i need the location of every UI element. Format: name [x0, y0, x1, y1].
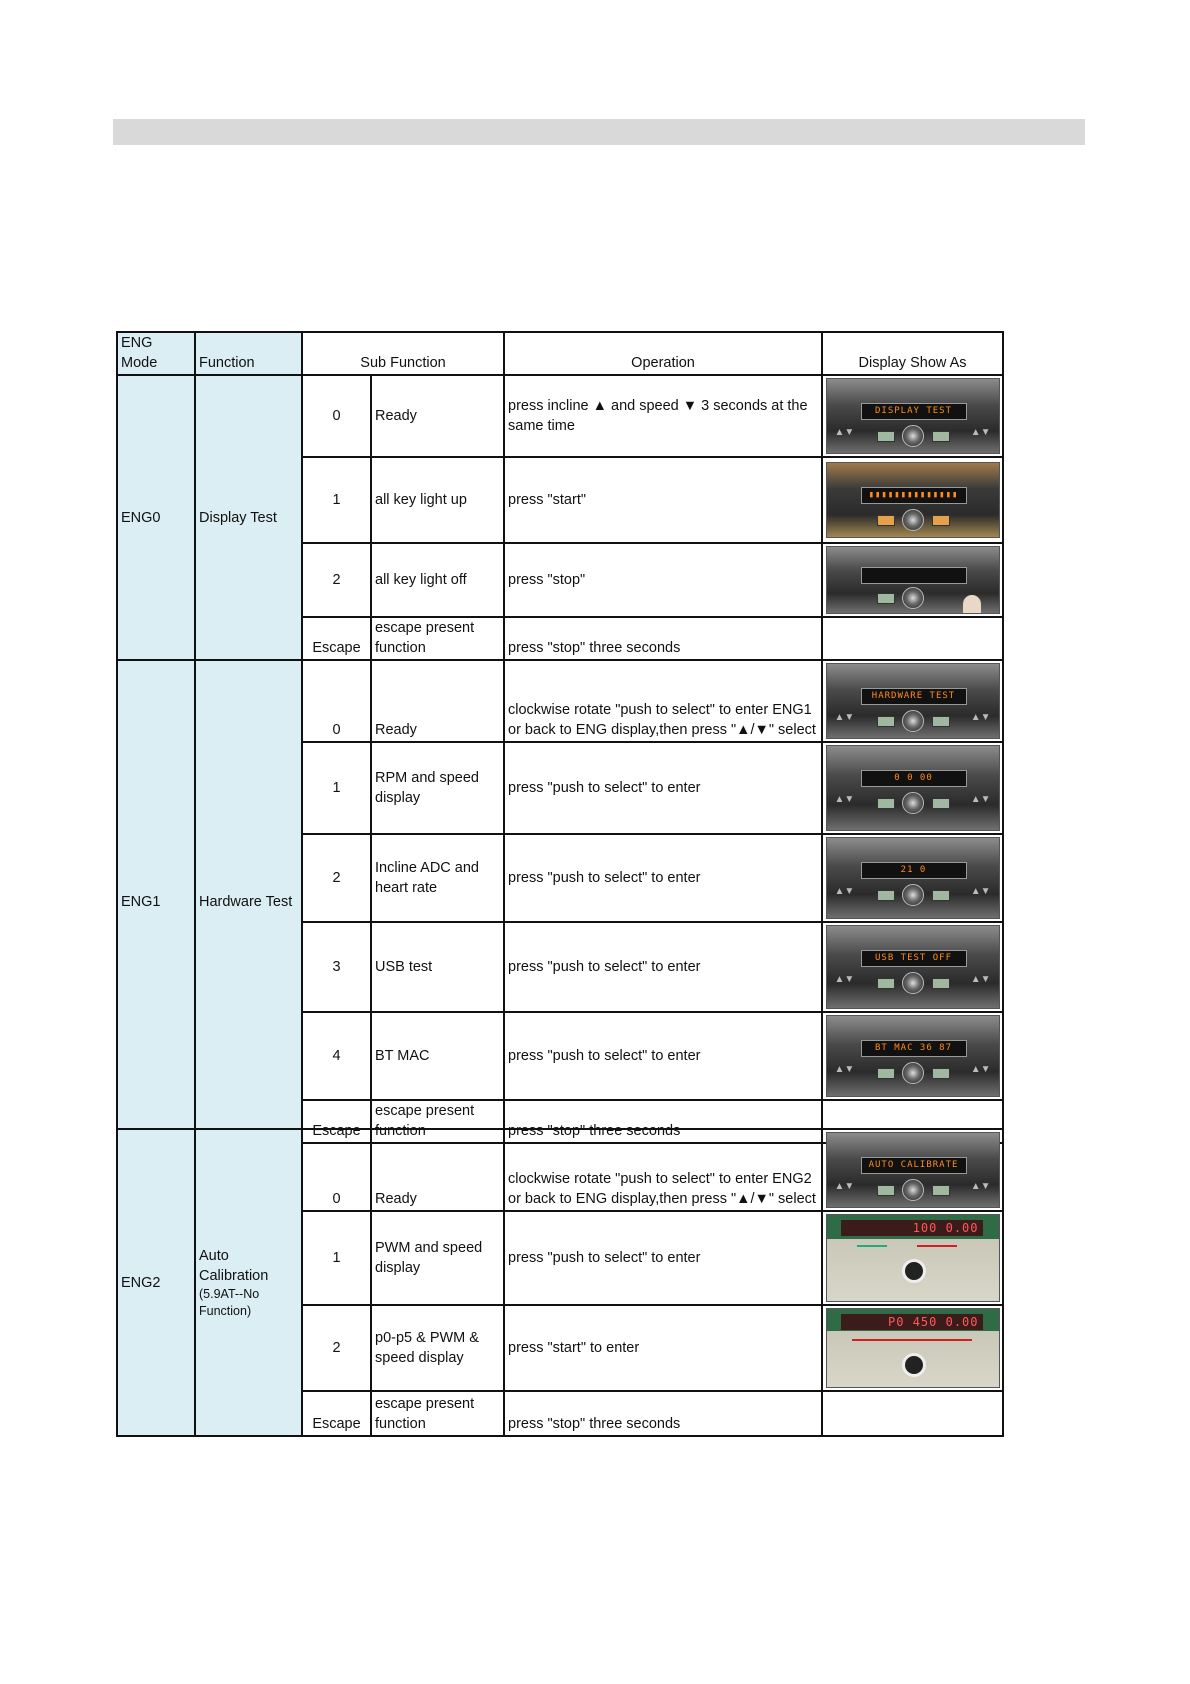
header-sub-function: Sub Function [302, 332, 504, 375]
code-cell: 0 [302, 1129, 371, 1211]
display-cell [822, 922, 1003, 1012]
eng-table-1 [116, 331, 1004, 1144]
code-cell: 4 [302, 1012, 371, 1100]
operation-cell: press "push to select" to enter [504, 1012, 822, 1100]
display-cell [822, 1129, 1003, 1211]
operation-cell: press "stop" three seconds [504, 617, 822, 660]
table-header-row [117, 332, 1003, 375]
console-photo-icon: ▲▼ ▲▼ 0 0 00 [826, 745, 1000, 831]
eng-table-2 [116, 1128, 1004, 1437]
sub-function-cell: p0-p5 & PWM & speed display [371, 1305, 504, 1391]
sub-function-cell: escape present function [371, 1100, 504, 1143]
function-cell: Hardware Test [195, 660, 302, 1143]
section-header-bar [113, 119, 1085, 145]
eng-mode-cell: ENG1 [117, 660, 195, 1143]
sub-function-cell: USB test [371, 922, 504, 1012]
code-cell: 0 [302, 660, 371, 742]
operation-cell: press "push to select" to enter [504, 1211, 822, 1305]
code-cell: 1 [302, 1211, 371, 1305]
panel-screen: AUTO CALIBRATE [861, 1157, 967, 1174]
operation-cell: press "start" [504, 457, 822, 543]
display-cell [822, 1305, 1003, 1391]
display-cell [822, 1391, 1003, 1436]
sub-function-cell: RPM and speed display [371, 742, 504, 834]
board-led-display: P0 450 0.00 [841, 1314, 983, 1330]
board-led-display: 100 0.00 [841, 1220, 983, 1236]
table-row [117, 660, 1003, 742]
code-cell: 0 [302, 375, 371, 457]
header-operation: Operation [504, 332, 822, 375]
sub-function-cell: Incline ADC and heart rate [371, 834, 504, 922]
code-cell: Escape [302, 1100, 371, 1143]
operation-cell: clockwise rotate "push to select" to enter ENG2 or back to ENG display,then press "▲/▼" select [504, 1129, 822, 1211]
console-photo-icon [826, 462, 1000, 538]
panel-screen: 21 0 [861, 862, 967, 879]
operation-cell: clockwise rotate "push to select" to enter ENG1 or back to ENG display,then press "▲/▼" select [504, 660, 822, 742]
sub-function-cell: escape present function [371, 1391, 504, 1436]
panel-screen: HARDWARE TEST [861, 688, 967, 705]
sub-function-cell: PWM and speed display [371, 1211, 504, 1305]
display-cell [822, 742, 1003, 834]
function-cell: Display Test [195, 375, 302, 660]
code-cell: 1 [302, 742, 371, 834]
header-eng-mode: ENG Mode [117, 332, 195, 375]
sub-function-cell: escape present function [371, 617, 504, 660]
code-cell: 2 [302, 1305, 371, 1391]
header-display: Display Show As [822, 332, 1003, 375]
sub-function-cell: Ready [371, 660, 504, 742]
control-board-photo-icon [826, 1214, 1000, 1302]
sub-function-cell: all key light up [371, 457, 504, 543]
table-row [117, 375, 1003, 457]
display-cell [822, 457, 1003, 543]
function-title: Auto Calibration [199, 1247, 269, 1284]
sub-function-cell: Ready [371, 1129, 504, 1211]
operation-cell: press "push to select" to enter [504, 922, 822, 1012]
operation-cell: press "stop" three seconds [504, 1100, 822, 1143]
display-cell [822, 1211, 1003, 1305]
code-cell: Escape [302, 617, 371, 660]
operation-cell: press "start" to enter [504, 1305, 822, 1391]
panel-screen: BT MAC 36 87 [861, 1040, 967, 1057]
code-cell: 2 [302, 543, 371, 617]
code-cell: 3 [302, 922, 371, 1012]
operation-cell: press "stop" three seconds [504, 1391, 822, 1436]
panel-screen: ▮▮▮▮▮▮▮▮▮▮▮▮▮▮ [861, 487, 967, 504]
display-cell [822, 660, 1003, 742]
code-cell: 1 [302, 457, 371, 543]
operation-cell: press "stop" [504, 543, 822, 617]
sub-function-cell: BT MAC [371, 1012, 504, 1100]
panel-screen: 0 0 00 [861, 770, 967, 787]
panel-screen: USB TEST OFF [861, 950, 967, 967]
function-cell [195, 1129, 302, 1436]
console-photo-icon: ▲▼ ▲▼ HARDWARE TEST [826, 663, 1000, 739]
display-cell [822, 375, 1003, 457]
console-photo-icon: ▲▼ ▲▼ DISPLAY TEST [826, 378, 1000, 454]
table-row [117, 1129, 1003, 1211]
operation-cell: press "push to select" to enter [504, 834, 822, 922]
console-photo-icon: ▲▼ ▲▼ AUTO CALIBRATE [826, 1132, 1000, 1208]
display-cell [822, 543, 1003, 617]
display-cell [822, 617, 1003, 660]
eng-mode-cell: ENG2 [117, 1129, 195, 1436]
console-photo-icon: ▲▼ ▲▼ USB TEST OFF [826, 925, 1000, 1009]
display-cell [822, 1012, 1003, 1100]
eng-mode-cell: ENG0 [117, 375, 195, 660]
sub-function-cell: all key light off [371, 543, 504, 617]
sub-function-cell: Ready [371, 375, 504, 457]
operation-cell: press incline ▲ and speed ▼ 3 seconds at the same time [504, 375, 822, 457]
function-note: (5.9AT--No Function) [199, 1286, 260, 1318]
operation-cell: press "push to select" to enter [504, 742, 822, 834]
code-cell: 2 [302, 834, 371, 922]
control-board-photo-icon [826, 1308, 1000, 1388]
header-function: Function [195, 332, 302, 375]
console-photo-icon [826, 546, 1000, 614]
console-photo-icon: ▲▼ ▲▼ 21 0 [826, 837, 1000, 919]
panel-screen [861, 567, 967, 584]
console-photo-icon: ▲▼ ▲▼ BT MAC 36 87 [826, 1015, 1000, 1097]
display-cell [822, 834, 1003, 922]
panel-screen: DISPLAY TEST [861, 403, 967, 420]
code-cell: Escape [302, 1391, 371, 1436]
